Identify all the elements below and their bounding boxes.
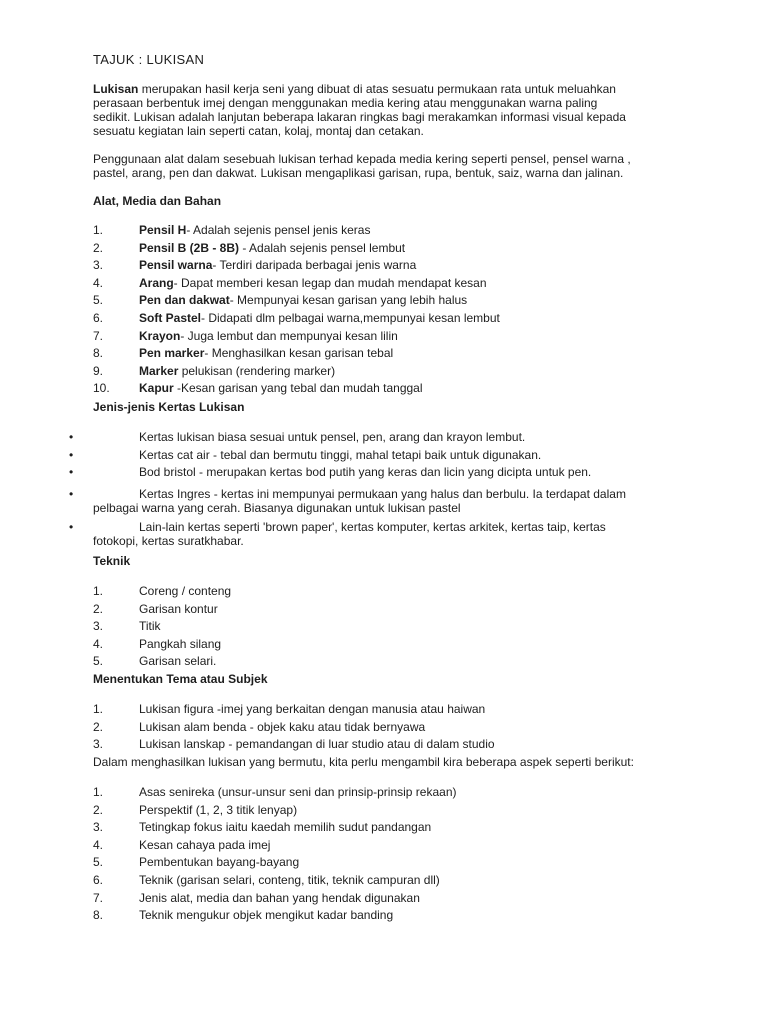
item-number: 2. <box>93 802 104 817</box>
bullet-line-2: pelbagai warna yang cerah. Biasanya digunakan untuk lukisan pastel <box>93 500 461 515</box>
item-text: Garisan selari. <box>139 654 217 669</box>
item-desc: pelukisan (rendering marker) <box>178 363 336 378</box>
item-number: 6. <box>93 872 104 887</box>
item-desc: - Menghasilkan kesan garisan tebal <box>204 346 394 361</box>
item-desc: - Adalah sejenis pensel jenis keras <box>186 223 371 237</box>
item-text: Lukisan lanskap - pemandangan di luar studio atau di dalam studio <box>139 737 495 752</box>
item-desc: -Kesan garisan yang tebal dan mudah tanggal <box>173 381 423 396</box>
item-number: 5. <box>93 293 104 308</box>
item-number: 5. <box>93 654 104 669</box>
item-term: Pen dan dakwat <box>139 293 230 308</box>
item-number: 7. <box>93 890 104 905</box>
intro-line-1-rest: merupakan hasil kerja seni yang dibuat di atas sesuatu permukaan rata untuk meluahkan <box>138 82 616 96</box>
bullet-icon: • <box>69 465 74 479</box>
aspek-intro-sentence: Dalam menghasilkan lukisan yang bermutu, kita perlu mengambil kira beberapa aspek seperti berikut: <box>93 755 634 769</box>
heading-kertas: Jenis-jenis Kertas Lukisan <box>93 400 245 414</box>
item-desc: - Adalah sejenis pensel lembut <box>239 240 406 255</box>
list-item <box>69 447 673 462</box>
item-number: 10. <box>93 381 110 396</box>
item-number: 7. <box>93 328 104 343</box>
item-number: 1. <box>93 223 104 237</box>
item-text: Titik <box>139 619 161 634</box>
bullet-icon: • <box>69 430 74 444</box>
list-item <box>69 465 673 479</box>
item-number: 2. <box>93 601 104 616</box>
item-term: Marker <box>139 363 179 378</box>
intro-line-2: perasaan berbentuk imej dengan menggunakan media kering atau menggunakan warna paling <box>93 96 598 110</box>
item-term: Arang <box>139 275 174 290</box>
item-text: Pembentukan bayang-bayang <box>139 855 300 870</box>
item-number: 8. <box>93 908 104 923</box>
bullet-line-1: Lain-lain kertas seperti 'brown paper', kertas komputer, kertas arkitek, kertas taip, kertas <box>139 519 606 534</box>
item-desc: - Dapat memberi kesan legap dan mudah mendapat kesan <box>173 275 487 290</box>
intro-line-1 <box>93 82 683 96</box>
bullet-icon: • <box>69 447 74 462</box>
item-number: 8. <box>93 346 104 361</box>
item-number: 1. <box>93 584 104 598</box>
heading-alat: Alat, Media dan Bahan <box>93 194 222 208</box>
item-number: 1. <box>93 785 104 799</box>
bullet-icon: • <box>69 519 74 534</box>
bullet-line-1: Kertas lukisan biasa sesuai untuk pensel, pen, arang dan krayon lembut. <box>139 430 526 444</box>
item-desc: - Didapati dlm pelbagai warna,mempunyai kesan lembut <box>201 310 500 325</box>
item-number: 2. <box>93 240 104 255</box>
item-desc: - Mempunyai kesan garisan yang lebih halus <box>229 293 468 308</box>
item-text: Coreng / conteng <box>139 584 232 598</box>
item-text: Asas senireka (unsur-unsur seni dan prinsip-prinsip rekaan) <box>139 785 457 799</box>
list-item <box>69 519 673 548</box>
bullet-icon: • <box>69 486 74 501</box>
list-item <box>69 486 673 515</box>
item-number: 1. <box>93 702 104 716</box>
item-term: Pensil warna <box>139 258 213 273</box>
item-text: Teknik mengukur objek mengikut kadar banding <box>139 908 394 923</box>
item-number: 3. <box>93 258 104 273</box>
page-title: TAJUK : LUKISAN <box>93 52 205 67</box>
item-term: Krayon <box>139 328 181 343</box>
item-number: 3. <box>93 737 104 752</box>
list-item <box>69 430 673 444</box>
item-text: Teknik (garisan selari, conteng, titik, teknik campuran dll) <box>139 872 440 887</box>
item-number: 6. <box>93 310 104 325</box>
intro-line-3: sedikit. Lukisan adalah lanjutan beberapa lakaran ringkas bagi merakamkan informasi visual kepada <box>93 110 626 124</box>
item-term: Pen marker <box>139 346 205 361</box>
item-number: 3. <box>93 820 104 835</box>
item-number: 4. <box>93 636 104 651</box>
bullet-line-1: Bod bristol - merupakan kertas bod putih yang keras dan licin yang dicipta untuk pen. <box>139 465 592 479</box>
usage-paragraph <box>93 152 683 180</box>
item-term: Pensil B (2B - 8B) <box>139 240 240 255</box>
item-text: Garisan kontur <box>139 601 218 616</box>
item-term: Kapur <box>139 381 174 396</box>
heading-tema: Menentukan Tema atau Subjek <box>93 672 268 686</box>
heading-teknik: Teknik <box>93 554 131 568</box>
bullet-line-2: fotokopi, kertas suratkhabar. <box>93 533 244 548</box>
item-number: 9. <box>93 363 104 378</box>
item-text: Perspektif (1, 2, 3 titik lenyap) <box>139 802 298 817</box>
item-text: Kesan cahaya pada imej <box>139 837 271 852</box>
item-term: Pensil H <box>139 223 187 237</box>
item-desc: - Terdiri daripada berbagai jenis warna <box>212 258 417 273</box>
item-number: 3. <box>93 619 104 634</box>
kertas-list <box>69 430 673 552</box>
usage-line-2: pastel, arang, pen dan dakwat. Lukisan mengaplikasi garisan, rupa, bentuk, saiz, warna dan jalinan. <box>93 166 624 180</box>
bullet-line-1: Kertas Ingres - kertas ini mempunyai permukaan yang halus dan berbulu. Ia terdapat dalam <box>139 486 626 501</box>
intro-bold-lead: Lukisan <box>93 82 139 96</box>
item-number: 5. <box>93 855 104 870</box>
intro-paragraph <box>93 82 683 138</box>
item-text: Lukisan figura -imej yang berkaitan dengan manusia atau haiwan <box>139 702 486 716</box>
item-number: 4. <box>93 275 104 290</box>
item-text: Jenis alat, media dan bahan yang hendak digunakan <box>139 890 420 905</box>
item-text: Pangkah silang <box>139 636 222 651</box>
intro-line-4: sesuatu kegiatan lain seperti catan, kolaj, montaj dan cetakan. <box>93 124 424 138</box>
item-number: 4. <box>93 837 104 852</box>
item-text: Lukisan alam benda - objek kaku atau tidak bernyawa <box>139 719 426 734</box>
usage-line-1: Penggunaan alat dalam sesebuah lukisan terhad kepada media kering seperti pensel, pensel warna , <box>93 152 631 166</box>
item-term: Soft Pastel <box>139 310 202 325</box>
bullet-line-1: Kertas cat air - tebal dan bermutu tinggi, mahal tetapi baik untuk digunakan. <box>139 447 542 462</box>
item-text: Tetingkap fokus iaitu kaedah memilih sudut pandangan <box>139 820 432 835</box>
item-number: 2. <box>93 719 104 734</box>
item-desc: - Juga lembut dan mempunyai kesan lilin <box>180 328 398 343</box>
